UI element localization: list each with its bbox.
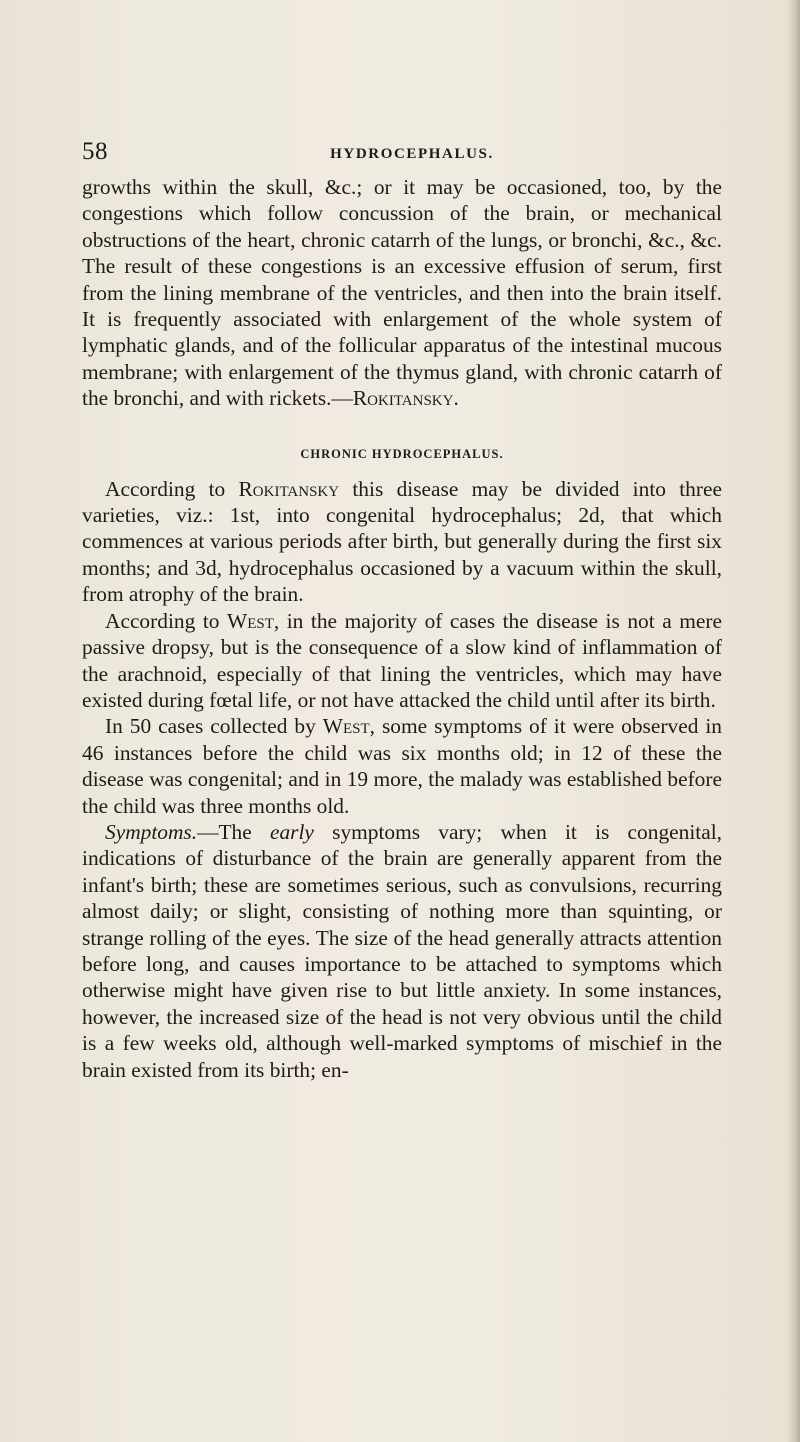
paragraph-text: , some symptoms of it were observed in 46 instances before the child was six months old; in 12 of these the disease was congenital; and in 19 more, the malady was established before the child was three months old.: [82, 714, 722, 818]
author-citation: Rokitansky.: [352, 386, 459, 411]
author-citation: Rokitansky: [238, 476, 340, 501]
emphasis-text: early: [269, 819, 314, 844]
paragraph-text: growths within the skull, &c.; or it may be occasioned, too, by the congestions which follow concussion of the brain, or mechanical obstructions of the heart, chronic catarrh of the lungs, or bronchi, &c., &c. The result of these congestions is an excessive effusion of serum, first from the lining membrane of the ventricles, and then into the brain itself. It is frequently associated with enlargement of the whole system of lymphatic glands, and of the follicular apparatus of the intestinal mucous membrane; with enlargement of the thymus gland, with chronic catarrh of the bronchi, and with rickets.—: [82, 175, 722, 411]
paragraph: [82, 476, 722, 608]
paragraph: [82, 713, 722, 819]
paragraph-text: —The: [197, 819, 270, 844]
symptoms-label: Symptoms.: [105, 819, 198, 844]
paragraph: [82, 819, 722, 1083]
paragraph-continuation: [82, 174, 722, 412]
paragraph-text: symptoms vary; when it is congenital, indications of disturbance of the brain are generally apparent from the infant's birth; these are sometimes serious, such as convulsions, recurring almost daily; or slight, consisting of nothing more than squinting, or strange rolling of the eyes. The size of the head generally attracts attention before long, and causes importance to be attached to symptoms which otherwise might have given rise to but little anxiety. In some instances, however, the increased size of the head is not very obvious until the child is a few weeks old, although well-marked symptoms of mischief in the brain existed from its birth; en-: [82, 819, 722, 1082]
running-head: HYDROCEPHALUS.: [330, 146, 494, 162]
page-header: [82, 140, 722, 168]
paragraph-text: In 50 cases collected by: [105, 714, 323, 739]
paragraph-text: this disease may be divided into three varieties, viz.: 1st, into congenital hydrocephalus; 2d, that which commences at various periods after birth, but generally during the first six months; and 3d, hydrocephalus occasioned by a vacuum within the skull, from atrophy of the brain.: [82, 476, 722, 607]
paragraph-text: According to: [105, 608, 227, 633]
author-citation: West: [227, 608, 274, 633]
page-number: 58: [82, 138, 108, 165]
paragraph-text: , in the majority of cases the disease is not a mere passive dropsy, but is the consequence of a slow kind of inflammation of the arachnoid, especially of that lining the ventricles, which may have existed during fœtal life, or not have attacked the child until after its birth.: [82, 608, 722, 712]
body-text: [82, 174, 722, 1083]
page-edge-shadow: [786, 0, 800, 1442]
section-heading: CHRONIC HYDROCEPHALUS.: [300, 446, 504, 461]
author-citation: West: [322, 714, 370, 739]
paragraph: [82, 608, 722, 714]
paragraph-text: According to: [105, 476, 239, 501]
